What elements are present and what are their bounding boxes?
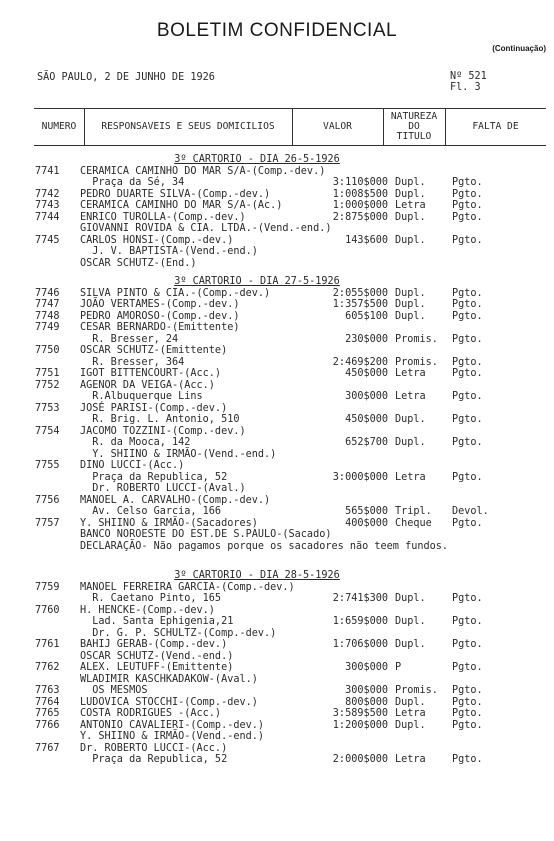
table-row <box>0 223 554 234</box>
entry-value: 3:000$000 <box>332 471 388 483</box>
entry-value: 3:110$000 <box>332 177 388 188</box>
entry-number: 7766 <box>35 719 60 731</box>
table-row <box>0 460 554 471</box>
entry-description: JACOMO TOZZINI-(Comp.-dev.) <box>80 425 246 437</box>
table-row <box>0 506 554 517</box>
entry-description: Y. SHIINO & IRMÃO-(Vend.-end.) <box>80 731 265 742</box>
table-row <box>0 731 554 742</box>
table-row <box>0 708 554 719</box>
table-row <box>0 449 554 460</box>
table-row <box>0 697 554 708</box>
table-row <box>0 345 554 356</box>
entry-description: OSCAR SCHUTZ-(Vend.-end.) <box>80 650 234 662</box>
entry-description: CERAMICA CAMINHO DO MAR S/A-(Ac.) <box>80 200 283 211</box>
entry-nature: P <box>395 662 402 673</box>
entry-nature: Letra <box>395 368 426 379</box>
entry-reason: Pgto. <box>452 754 483 765</box>
entry-description: R.Albuquerque Lins <box>80 391 203 402</box>
table-row <box>0 189 554 200</box>
table-row <box>0 414 554 425</box>
col-header-responsaveis: RESPONSAVEIS E SEUS DOMICILIOS <box>101 121 275 132</box>
entry-nature: Dupl. <box>395 437 426 448</box>
entry-number: 7749 <box>35 322 60 333</box>
entry-description: BAHIJ GERAB-(Comp.-dev.) <box>80 639 228 650</box>
entry-value: 1:659$000 <box>332 616 388 627</box>
entry-value: 300$000 <box>345 685 388 696</box>
entry-value: 300$000 <box>345 391 388 402</box>
entry-reason: Pgto. <box>452 310 483 322</box>
entry-reason: Pgto. <box>452 719 483 731</box>
entry-nature: Dupl. <box>395 211 426 223</box>
table-row <box>0 426 554 437</box>
entry-description: CERAMICA CAMINHO DO MAR S/A-(Comp.-dev.) <box>80 165 326 177</box>
entry-description: CARLOS HONSI-(Comp.-dev.) <box>80 234 234 246</box>
section-heading-text: 3º CARTORIO - DIA 26-5-1926 <box>174 154 340 165</box>
entry-value: 1:000$000 <box>332 200 388 211</box>
entry-description: CESAR BERNARDO-(Emittente) <box>80 322 240 333</box>
entry-description: Av. Celso Garcia, 166 <box>80 506 222 517</box>
entry-value: 230$000 <box>345 333 388 345</box>
entry-value: 2:055$000 <box>332 287 388 299</box>
entry-value: 2:875$000 <box>332 211 388 223</box>
entry-description: R. Brig. L. Antonio, 510 <box>80 414 240 425</box>
entry-nature: Letra <box>395 200 426 211</box>
entry-nature: Dupl. <box>395 234 426 246</box>
table-row <box>0 311 554 322</box>
entry-nature: Dupl. <box>395 719 426 731</box>
entry-reason: Pgto. <box>452 177 483 188</box>
entry-reason: Pgto. <box>452 391 483 402</box>
entry-description: LUDOVICA STOCCHI-(Comp.-dev.) <box>80 696 258 708</box>
table-row <box>0 495 554 506</box>
table-row <box>0 582 554 593</box>
entry-description: R. Bresser, 24 <box>80 333 179 345</box>
entry-reason: Devol. <box>452 506 489 517</box>
table-row <box>0 357 554 368</box>
col-header-valor: VALOR <box>323 121 352 132</box>
continuation-note: (Continuação) <box>492 44 546 53</box>
entry-description: Praça da Republica, 52 <box>80 754 228 765</box>
section-heading-text: 3º CARTORIO - DIA 28-5-1926 <box>174 570 340 581</box>
entry-nature: Dupl. <box>395 414 426 425</box>
entry-reason: Pgto. <box>452 616 483 627</box>
entry-number: 7760 <box>35 604 60 616</box>
entry-number: 7745 <box>35 234 60 246</box>
entry-reason: Pgto. <box>452 437 483 448</box>
entry-nature: Letra <box>395 754 426 765</box>
table-row <box>0 368 554 379</box>
entry-value: 1:706$000 <box>332 639 388 650</box>
entry-value: 1:008$500 <box>332 188 388 200</box>
table-row <box>0 529 554 540</box>
entry-number: 7750 <box>35 345 60 356</box>
entry-value: 1:200$000 <box>332 719 388 731</box>
entry-number: 7742 <box>35 188 60 200</box>
entry-value: 800$000 <box>345 696 388 708</box>
entry-description: Dr. ROBERTO LUCCI-(Aval.) <box>80 483 246 494</box>
bulletin-number: Nº 521 <box>450 71 487 82</box>
entry-nature: Promis. <box>395 333 438 345</box>
entry-description: PEDRO AMOROSO-(Comp.-dev.) <box>80 310 240 322</box>
entry-reason: Pgto. <box>452 188 483 200</box>
table-row <box>0 235 554 246</box>
document-title: BOLETIM CONFIDENCIAL <box>156 20 398 41</box>
entry-description: ENRICO TUROLLA-(Comp.-dev.) <box>80 211 246 223</box>
entry-description: ALEX. LEUTUFF-(Emittente) <box>80 662 234 673</box>
entry-reason: Pgto. <box>452 708 483 719</box>
entry-number: 7746 <box>35 287 60 299</box>
entry-number: 7751 <box>35 368 60 379</box>
entry-description: JOSÉ PARISI-(Comp.-dev.) <box>80 402 228 414</box>
section-heading <box>0 570 554 581</box>
table-row <box>0 605 554 616</box>
table-row <box>0 246 554 257</box>
table-row <box>0 322 554 333</box>
entry-value: 3:589$500 <box>332 708 388 719</box>
entry-number: 7761 <box>35 639 60 650</box>
entry-number: 7763 <box>35 685 60 696</box>
entry-number: 7767 <box>35 742 60 754</box>
table-row <box>0 258 554 269</box>
table-row <box>0 639 554 650</box>
entry-description: SILVA PINTO & CIA.-(Comp.-dev.) <box>80 287 271 299</box>
entry-nature: Tripl. <box>395 506 432 517</box>
col-header-falta: FALTA DE <box>472 121 519 132</box>
entry-nature: Dupl. <box>395 616 426 627</box>
entry-description: JOÃO VERTAMES-(Comp.-dev.) <box>80 299 240 310</box>
entry-value: 565$000 <box>345 506 388 517</box>
entry-description: GIOVANNI ROVIDA & CIA. LTDA.-(Vend.-end.) <box>80 223 332 234</box>
col-header-natureza: NATUREZA DO TITULO <box>390 111 438 142</box>
entry-nature: Dupl. <box>395 287 426 299</box>
entry-description: Dr. G. P. SCHULTZ-(Comp.-dev.) <box>80 627 277 639</box>
header-top-rule <box>34 108 546 109</box>
entry-description: H. HENCKE-(Comp.-dev.) <box>80 604 215 616</box>
entry-reason: Pgto. <box>452 234 483 246</box>
entry-reason: Pgto. <box>452 211 483 223</box>
entry-description: J. V. BAPTISTA-(Vend.-end.) <box>80 246 258 257</box>
entry-reason: Pgto. <box>452 593 483 604</box>
entry-description: Lad. Santa Ephigenia,21 <box>80 616 234 627</box>
entry-value: 143$600 <box>345 234 388 246</box>
entry-value: 400$000 <box>345 517 388 529</box>
entry-description: R. da Mooca, 142 <box>80 437 191 448</box>
entry-number: 7757 <box>35 517 60 529</box>
entry-nature: Dupl. <box>395 299 426 310</box>
table-row <box>0 212 554 223</box>
entry-description: ANTONIO CAVALIERI-(Comp.-dev.) <box>80 719 265 731</box>
entry-number: 7753 <box>35 402 60 414</box>
table-row <box>0 541 554 552</box>
entry-number: 7759 <box>35 581 60 593</box>
entry-description: R. Caetano Pinto, 165 <box>80 593 222 604</box>
entry-reason: Pgto. <box>452 333 483 345</box>
entry-reason: Pgto. <box>452 696 483 708</box>
entry-nature: Promis. <box>395 685 438 696</box>
entry-nature: Letra <box>395 471 426 483</box>
entry-reason: Pgto. <box>452 639 483 650</box>
table-row <box>0 651 554 662</box>
entry-description: AGENOR DA VEIGA-(Acc.) <box>80 379 215 391</box>
entry-value: 2:469$200 <box>332 356 388 368</box>
table-row <box>0 177 554 188</box>
entry-nature: Dupl. <box>395 310 426 322</box>
entry-reason: Pgto. <box>452 517 483 529</box>
entry-number: 7764 <box>35 696 60 708</box>
entry-description: Dr. ROBERTO LUCCI-(Acc.) <box>80 742 228 754</box>
entry-value: 2:741$300 <box>332 593 388 604</box>
entry-nature: Dupl. <box>395 696 426 708</box>
entry-value: 450$000 <box>345 414 388 425</box>
table-row <box>0 483 554 494</box>
entry-nature: Letra <box>395 708 426 719</box>
entry-number: 7765 <box>35 708 60 719</box>
table-row <box>0 593 554 604</box>
table-row <box>0 166 554 177</box>
entry-description: COSTA RODRIGUES -(Acc.) <box>80 708 222 719</box>
entry-description: Y. SHIINO & IRMÃO-(Sacadores) <box>80 517 258 529</box>
entry-value: 450$000 <box>345 368 388 379</box>
entry-description: MANOEL FERREIRA GARCIA-(Comp.-dev.) <box>80 581 295 593</box>
table-row <box>0 720 554 731</box>
entry-description: MANOEL A. CARVALHO-(Comp.-dev.) <box>80 494 271 506</box>
section-heading <box>0 154 554 165</box>
table-row <box>0 391 554 402</box>
table-row <box>0 299 554 310</box>
entry-reason: Pgto. <box>452 356 483 368</box>
entry-value: 1:357$500 <box>332 299 388 310</box>
entry-number: 7741 <box>35 165 60 177</box>
entry-reason: Pgto. <box>452 471 483 483</box>
entry-description: PEDRO DUARTE SILVA-(Comp.-dev.) <box>80 188 271 200</box>
table-row <box>0 403 554 414</box>
entry-description: DINO LUCCI-(Acc.) <box>80 460 185 471</box>
entry-number: 7743 <box>35 200 60 211</box>
entry-nature: Dupl. <box>395 188 426 200</box>
table-row <box>0 754 554 765</box>
sheet-number: Fl. 3 <box>450 82 481 93</box>
entry-value: 605$100 <box>345 310 388 322</box>
table-row <box>0 380 554 391</box>
section-heading <box>0 276 554 287</box>
entry-reason: Pgto. <box>452 662 483 673</box>
table-row <box>0 743 554 754</box>
entry-description: Praça da Republica, 52 <box>80 471 228 483</box>
entry-nature: Dupl. <box>395 177 426 188</box>
table-row <box>0 472 554 483</box>
entry-number: 7747 <box>35 299 60 310</box>
table-row <box>0 674 554 685</box>
table-row <box>0 334 554 345</box>
entry-value: 652$700 <box>345 437 388 448</box>
entry-description: BANCO NOROESTE DO EST.DE S.PAULO-(Sacado) <box>80 529 332 540</box>
entry-reason: Pgto. <box>452 414 483 425</box>
entry-description: Praça da Sé, 34 <box>80 177 185 188</box>
entry-description: R. Bresser, 364 <box>80 356 185 368</box>
table-row <box>0 685 554 696</box>
header-bottom-rule <box>34 145 546 146</box>
entry-description: DECLARAÇÃO- Não pagamos porque os sacadores não teem fundos. <box>80 540 449 552</box>
entry-nature: Letra <box>395 391 426 402</box>
entry-value: 2:000$000 <box>332 754 388 765</box>
entry-number: 7762 <box>35 662 60 673</box>
entry-number: 7755 <box>35 460 60 471</box>
entry-reason: Pgto. <box>452 368 483 379</box>
entry-number: 7744 <box>35 211 60 223</box>
place-date: SÃO PAULO, 2 DE JUNHO DE 1926 <box>37 72 215 83</box>
table-row <box>0 200 554 211</box>
entry-reason: Pgto. <box>452 200 483 211</box>
entry-nature: Dupl. <box>395 639 426 650</box>
entry-description: OSCAR SCHUTZ-(Emittente) <box>80 345 228 356</box>
entry-number: 7748 <box>35 310 60 322</box>
entry-number: 7756 <box>35 494 60 506</box>
entry-number: 7754 <box>35 425 60 437</box>
entry-reason: Pgto. <box>452 685 483 696</box>
entry-reason: Pgto. <box>452 299 483 310</box>
table-row <box>0 288 554 299</box>
table-row <box>0 662 554 673</box>
entry-description: OSCAR SCHUTZ-(End.) <box>80 257 197 269</box>
table-row <box>0 628 554 639</box>
entry-nature: Dupl. <box>395 593 426 604</box>
entry-description: WLADIMIR KASCHKADAKOW-(Aval.) <box>80 673 258 685</box>
entry-description: IGOT BITTENCOURT-(Acc.) <box>80 368 222 379</box>
entry-description: OS MESMOS <box>80 685 148 696</box>
entry-reason: Pgto. <box>452 287 483 299</box>
entry-description: Y. SHIINO & IRMÃO-(Vend.-end.) <box>80 448 277 460</box>
entry-nature: Cheque <box>395 517 432 529</box>
entry-number: 7752 <box>35 379 60 391</box>
entry-nature: Promis. <box>395 356 438 368</box>
col-header-numero: NUMERO <box>41 121 77 132</box>
table-row <box>0 616 554 627</box>
table-row <box>0 518 554 529</box>
table-row <box>0 437 554 448</box>
entry-value: 300$000 <box>345 662 388 673</box>
section-heading-text: 3º CARTORIO - DIA 27-5-1926 <box>174 276 340 287</box>
